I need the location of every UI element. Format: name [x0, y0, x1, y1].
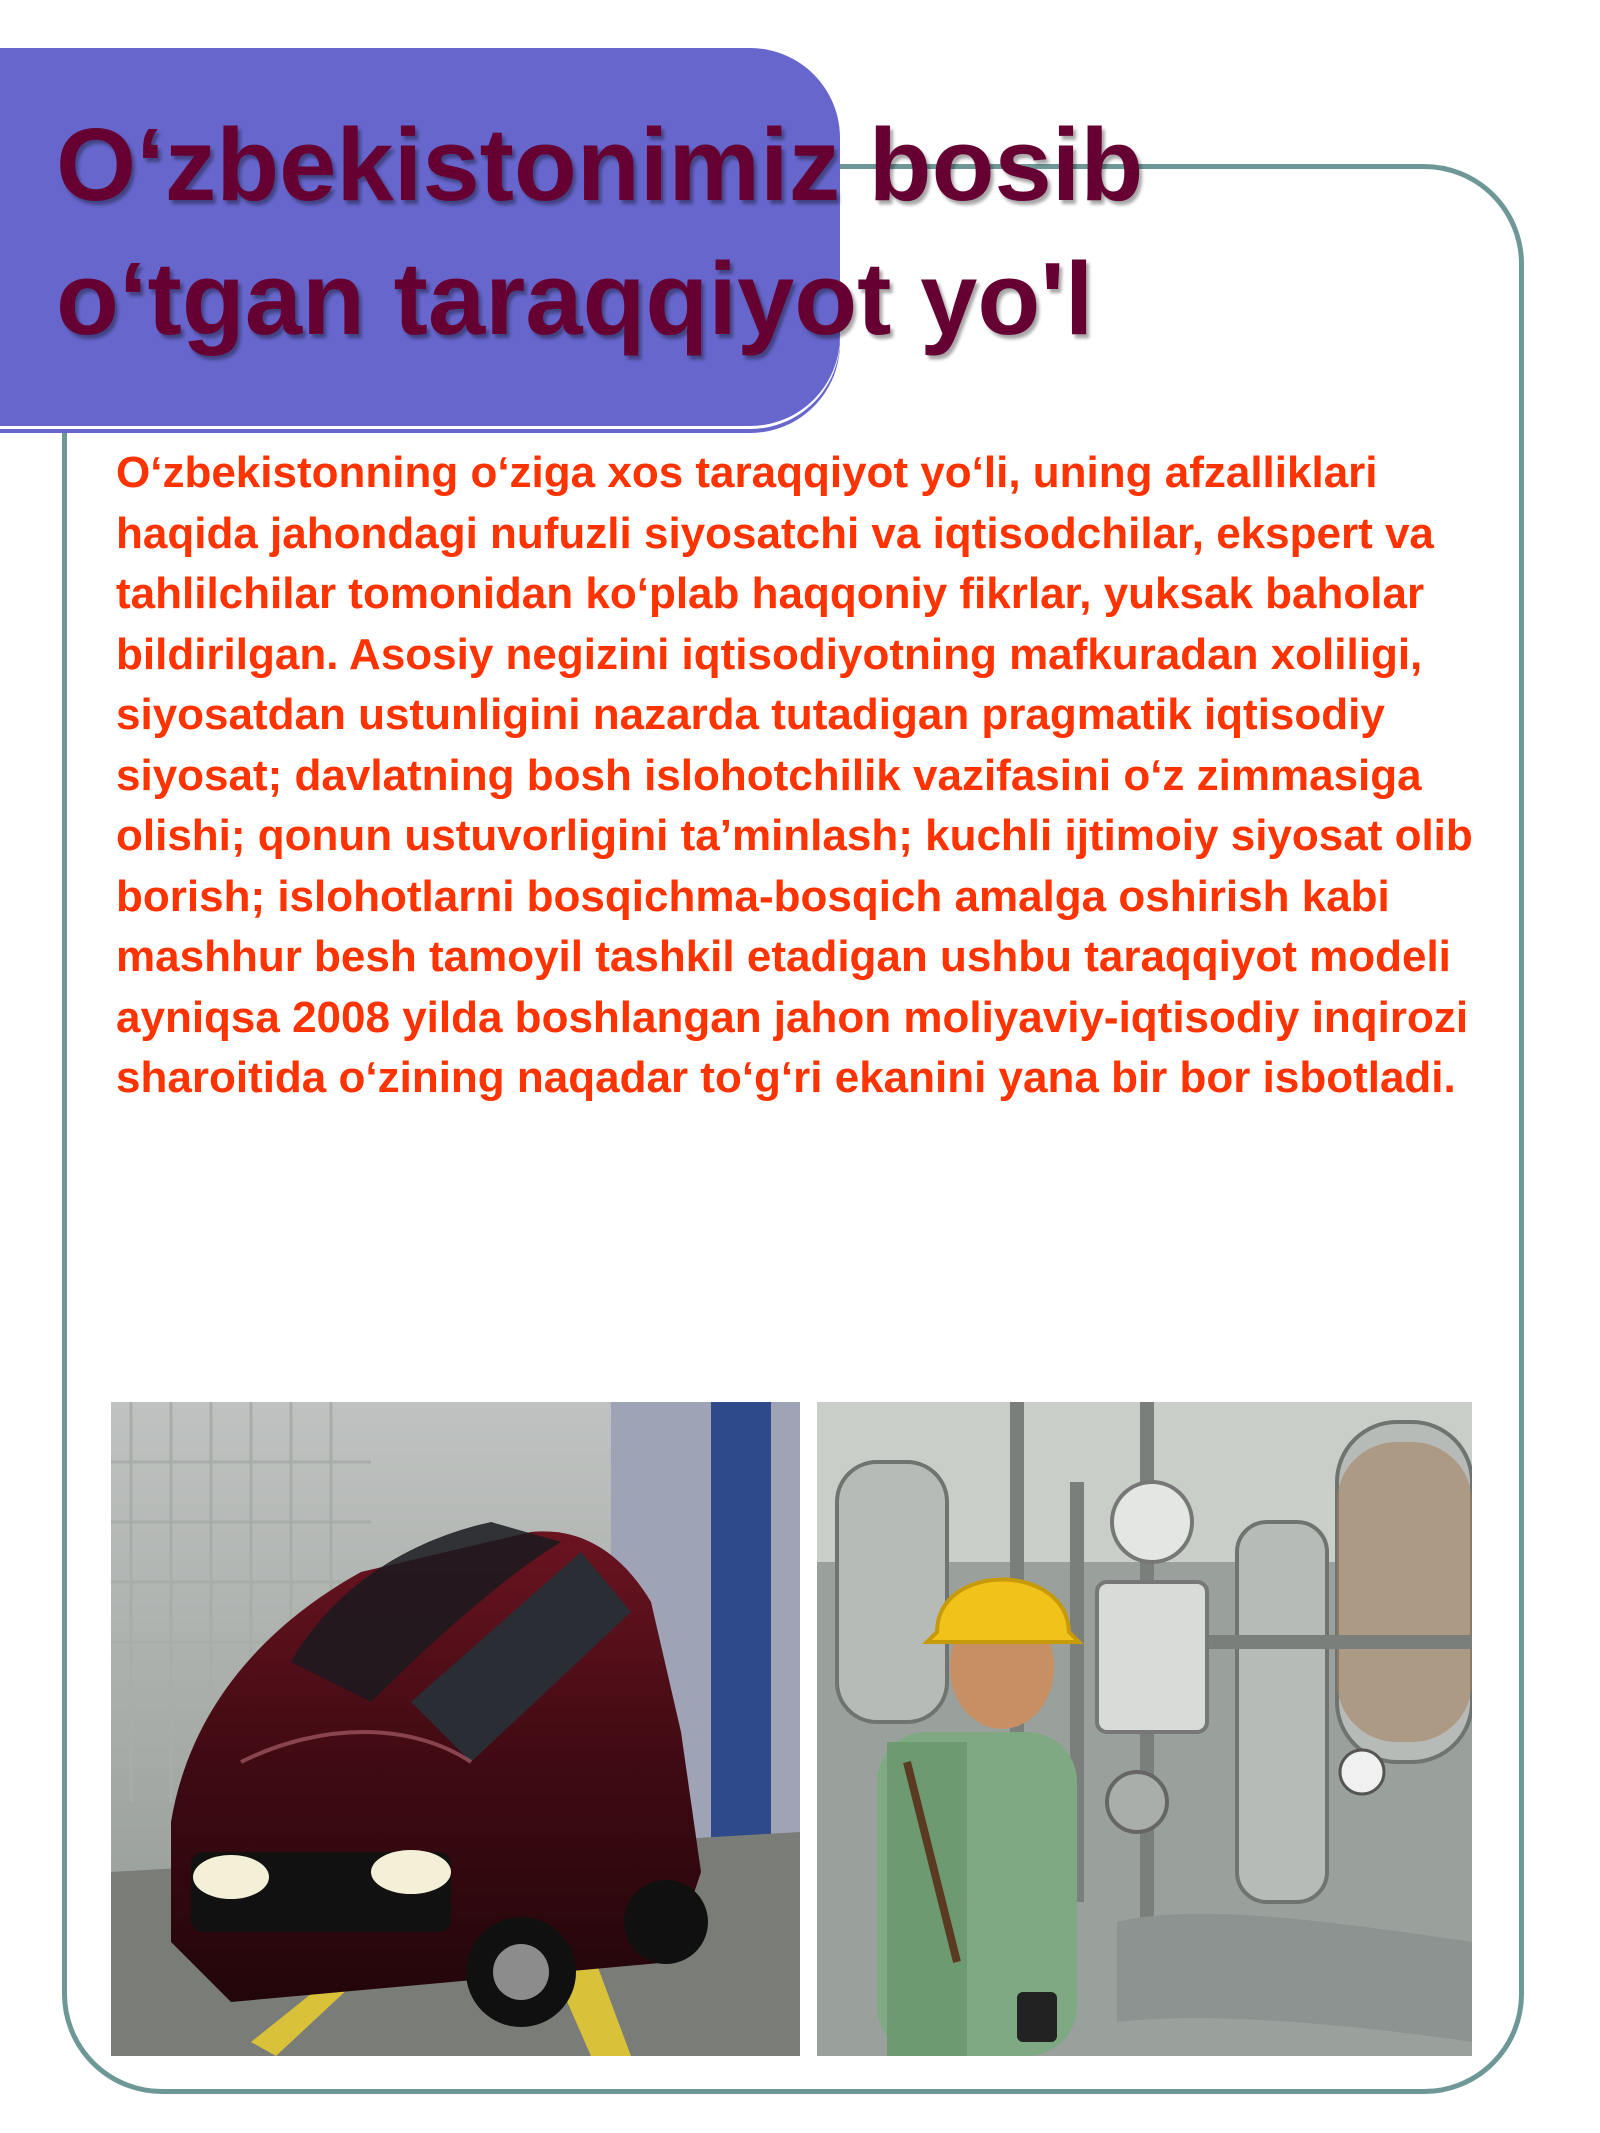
worker-illustration — [817, 1402, 1472, 2056]
car-photo — [111, 1402, 800, 2056]
car-illustration — [111, 1402, 800, 2056]
slide-body-text: O‘zbekistonning o‘ziga xos taraqqiyot yo‘li, uning afzalliklari haqida jahondagi nufuzli siyosatchi va iqtisodchilar, ekspert va tahlilchilar tomonidan ko‘plab haqqoniy fikrlar, yuksak baholar bildirilgan. Asosiy negizini iqtisodiyotning mafkuradan xoliligi, siyosatdan ustunligini nazarda tutadigan pragmatik iqtisodiy siyosat; davlatning bosh islohotchilik vazifasini o‘z zimmasiga olishi; qonun ustuvorligini ta’minlash; kuchli ijtimoiy siyosat olib borish; islohotlarni bosqichma-bosqich amalga oshirish kabi mashhur besh tamoyil tashkil etadigan ushbu taraqqiyot modeli ayniqsa 2008 yilda boshlangan jahon moliyaviy-iqtisodiy inqirozi sharoitida o‘zining naqadar to‘g‘ri ekanini yana bir bor isbotladi. — [116, 448, 1473, 1102]
worker-photo — [817, 1402, 1472, 2056]
slide-title: O‘zbekistonimiz bosib o‘tgan taraqqiyot yo'l — [56, 107, 1144, 356]
